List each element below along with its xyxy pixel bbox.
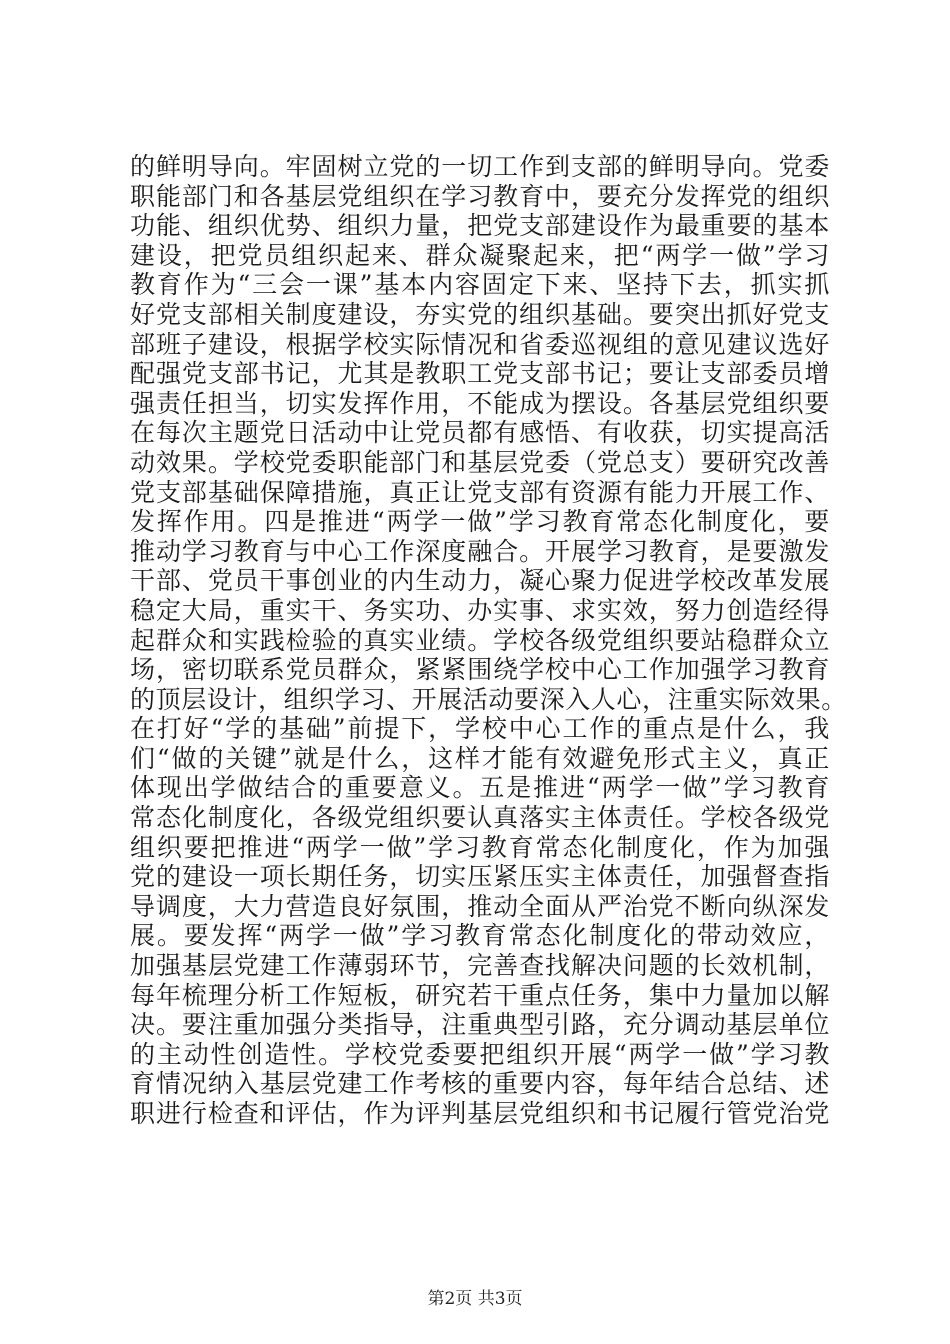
text-line: 强责任担当，切实发挥作用，不能成为摆设。各基层党组织要	[130, 388, 830, 418]
text-line: 配强党支部书记，尤其是教职工党支部书记；要让支部委员增	[130, 359, 830, 389]
text-line: 党支部基础保障措施，真正让党支部有资源有能力开展工作、	[130, 477, 830, 507]
text-line: 动效果。学校党委职能部门和基层党委（党总支）要研究改善	[130, 447, 830, 477]
text-line: 常态化制度化，各级党组织要认真落实主体责任。学校各级党	[130, 803, 830, 833]
text-line: 导调度，大力营造良好氛围，推动全面从严治党不断向纵深发	[130, 891, 830, 921]
text-line: 党的建设一项长期任务，切实压紧压实主体责任，加强督查指	[130, 862, 830, 892]
text-line: 教育作为“三会一课”基本内容固定下来、坚持下去，抓实抓	[130, 270, 830, 300]
text-line: 的鲜明导向。牢固树立党的一切工作到支部的鲜明导向。党委	[130, 152, 830, 181]
text-line: 建设，把党员组织起来、群众凝聚起来，把“两学一做”学习	[130, 240, 830, 270]
text-line: 功能、组织优势、组织力量，把党支部建设作为最重要的基本	[130, 211, 830, 241]
text-line: 在打好“学的基础”前提下，学校中心工作的重点是什么，我	[130, 714, 830, 744]
text-line: 职能部门和各基层党组织在学习教育中，要充分发挥党的组织	[130, 181, 830, 211]
text-line: 每年梳理分析工作短板，研究若干重点任务，集中力量加以解	[130, 980, 830, 1010]
text-line: 发挥作用。四是推进“两学一做”学习教育常态化制度化，要	[130, 507, 830, 537]
text-line: 们“做的关键”就是什么，这样才能有效避免形式主义，真正	[130, 743, 830, 773]
page-footer: 第2页 共3页	[427, 1289, 523, 1309]
text-line: 体现出学做结合的重要意义。五是推进“两学一做”学习教育	[130, 773, 830, 803]
text-line: 育情况纳入基层党建工作考核的重要内容，每年结合总结、述	[130, 1069, 830, 1099]
text-line: 展。要发挥“两学一做”学习教育常态化制度化的带动效应，	[130, 921, 830, 951]
body-text	[130, 152, 847, 1129]
text-line: 在每次主题党日活动中让党员都有感悟、有收获，切实提高活	[130, 418, 830, 448]
text-line: 稳定大局，重实干、务实功、办实事、求实效，努力创造经得	[130, 595, 830, 625]
text-line: 场，密切联系党员群众，紧紧围绕学校中心工作加强学习教育	[130, 655, 830, 685]
text-line: 好党支部相关制度建设，夯实党的组织基础。要突出抓好党支	[130, 299, 830, 329]
text-line: 职进行检查和评估，作为评判基层党组织和书记履行管党治党	[130, 1099, 830, 1128]
text-line: 部班子建设，根据学校实际情况和省委巡视组的意见建议选好	[130, 329, 830, 359]
text-line: 组织要把推进“两学一做”学习教育常态化制度化，作为加强	[130, 832, 830, 862]
text-line: 决。要注重加强分类指导，注重典型引路，充分调动基层单位	[130, 1010, 830, 1040]
text-line: 干部、党员干事创业的内生动力，凝心聚力促进学校改革发展	[130, 566, 830, 596]
text-line: 加强基层党建工作薄弱环节，完善查找解决问题的长效机制，	[130, 951, 830, 981]
text-line: 的主动性创造性。学校党委要把组织开展“两学一做”学习教	[130, 1039, 830, 1069]
text-line: 起群众和实践检验的真实业绩。学校各级党组织要站稳群众立	[130, 625, 830, 655]
text-line: 的顶层设计，组织学习、开展活动要深入人心，注重实际效果。	[130, 684, 847, 714]
text-line: 推动学习教育与中心工作深度融合。开展学习教育，是要激发	[130, 536, 830, 566]
